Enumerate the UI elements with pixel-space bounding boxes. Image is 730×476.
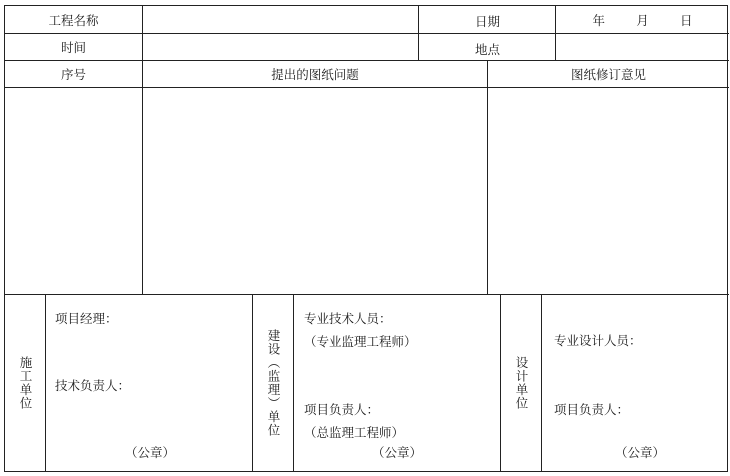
date-label-text: 日期 bbox=[475, 14, 501, 29]
owner-unit-block[interactable] bbox=[294, 295, 501, 471]
construction-unit-text: 施工单位 bbox=[18, 356, 33, 410]
construction-seal: （公章） bbox=[125, 445, 176, 460]
date-parts bbox=[593, 11, 693, 29]
location-label bbox=[419, 34, 556, 61]
owner-project-lead-label: 项目负责人： bbox=[304, 402, 380, 417]
col-index-header: 序号 bbox=[5, 61, 143, 88]
construction-unit-label bbox=[5, 295, 46, 471]
issue-body[interactable] bbox=[143, 88, 488, 295]
drawing-review-form bbox=[4, 5, 728, 472]
tech-lead-label: 技术负责人： bbox=[55, 378, 131, 393]
project-manager-label: 项目经理： bbox=[55, 311, 118, 326]
time-field[interactable] bbox=[143, 34, 419, 61]
date-year: 年 bbox=[592, 12, 606, 28]
location-field[interactable] bbox=[556, 34, 729, 61]
date-month: 月 bbox=[636, 12, 649, 28]
design-project-lead-label: 项目负责人： bbox=[554, 402, 630, 417]
index-body[interactable] bbox=[5, 88, 143, 295]
date-day: 日 bbox=[679, 12, 693, 28]
col-issue-header: 提出的图纸问题 bbox=[143, 61, 488, 88]
time-label: 时间 bbox=[5, 34, 143, 61]
date-field[interactable] bbox=[556, 6, 729, 34]
owner-unit-text: 建设（监理）单位 bbox=[266, 329, 281, 437]
col-revision-header: 图纸修订意见 bbox=[488, 61, 729, 88]
location-label-text: 地点 bbox=[475, 42, 501, 57]
owner-seal: （公章） bbox=[372, 445, 423, 460]
project-name-field[interactable] bbox=[143, 6, 419, 34]
owner-project-lead-note: （总监理工程师） bbox=[304, 425, 405, 440]
revision-body[interactable] bbox=[488, 88, 729, 295]
design-unit-label bbox=[501, 295, 542, 471]
designer-label: 专业设计人员： bbox=[554, 333, 642, 348]
owner-unit-label bbox=[253, 295, 294, 471]
date-label bbox=[419, 6, 556, 34]
design-unit-text: 设计单位 bbox=[514, 356, 529, 410]
specialist-note: （专业监理工程师） bbox=[304, 334, 417, 349]
design-unit-block[interactable] bbox=[542, 295, 729, 471]
design-seal: （公章） bbox=[615, 445, 666, 460]
project-name-label: 工程名称 bbox=[5, 6, 143, 34]
construction-unit-block[interactable] bbox=[46, 295, 253, 471]
specialist-label: 专业技术人员： bbox=[304, 311, 392, 326]
